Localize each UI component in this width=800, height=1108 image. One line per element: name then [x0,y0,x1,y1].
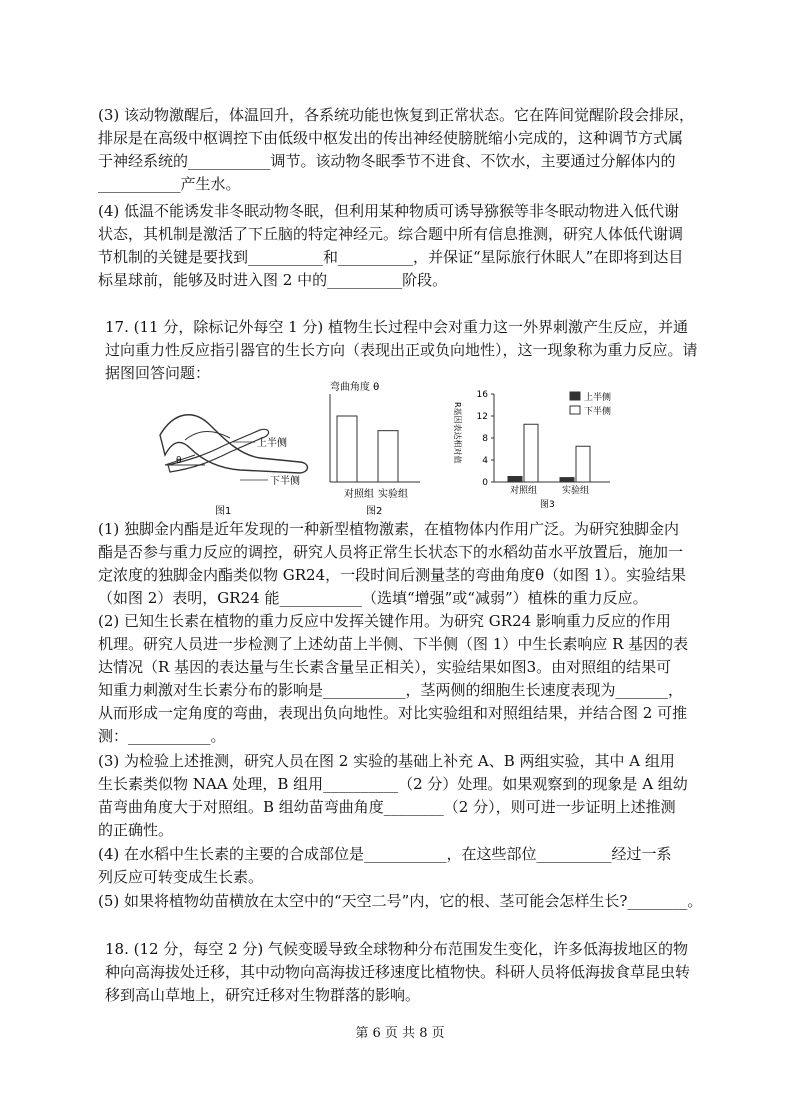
figure-3-caption: 图3 [540,500,555,510]
page-footer: 第 6 页 共 8 页 [355,1026,445,1041]
legend-upper-swatch [570,392,580,400]
upper-side-label: 上半侧 [257,438,287,449]
q17-part4: (4) 在水稻中生长素的主要的合成部位是___________，在这些部位__________经过一系 列反应可转变成生长素。 [98,845,672,886]
q17-part1: (1) 独脚金内酯是近年发现的一种新型植物激素，在植物体内作用广泛。为研究独脚金内 酯是否参与重力反应的调控，研究人员将正常生长状态下的水稻幼苗水平放置后，施加一 定浓度的独脚金内酯类似物 GR24，一段时间后测量茎的弯曲角度θ（如图 1）。实验结果 （如图 2）表明，GR24 能___________（选填“增强”或“减弱”）植株的重力反应。 [98,520,686,607]
q16-part4: (4) 低温不能诱发非冬眠动物冬眠，但利用某种物质可诱导猕猴等非冬眠动物进入低代谢 状态，其机制是激活了下丘脑的特定神经元。综合题中所有信息推测，研究人体低代谢调 节机制的关键是要找到__________和__________，并保证“星际旅行休眠人”在即将到达目 标星球前，能够及时进入图 2 中的__________阶段。 [98,202,684,289]
figure-1-caption: 图1 [215,506,232,517]
fig3-tick-label: 8 [482,434,488,444]
q16-part3: (3) 该动物激醒后，体温回升，各系统功能也恢复到正常状态。它在阵间觉醒阶段会排尿， 排尿是在高级中枢调控下由低级中枢发出的传出神经使膀胱缩小完成的，这种调节方式属 于神经系统的___________调节。该动物冬眠季节不进食、不饮水，主要通过分解体内的 ___________产生水。 [98,106,695,193]
legend-lower-label: 下半侧 [584,407,612,417]
fig3-bar-control-lower [524,424,538,482]
q17-part3: (3) 为检验上述推测，研究人员在图 2 实验的基础上补充 A、B 两组实验，其中 A 组用 生长素类似物 NAA 处理，B 组用__________（2 分）处理。如果观察到的现象是 A 组幼 苗弯曲角度大于对照组。B 组幼苗弯曲角度________（2 分），则可进一步证明上述推测 的正确性。 [98,752,688,839]
fig3-tick-label: 16 [476,390,488,400]
figure-2-caption: 图2 [366,506,383,517]
fig3-cat-control: 对照组 [510,486,538,496]
fig2-ylabel: 弯曲角度 θ [330,382,380,393]
figure-1 [160,415,308,517]
q17-intro: 17. (11 分，除标记外每空 1 分) 植物生长过程中会对重力这一外界刺激产生反应，并通 过向重力性反应指引器官的生长方向（表现出正或负向地性），这一现象称为重力反应。请 据图回答问题： [105,318,698,382]
fig3-tick-label: 0 [482,478,488,488]
lower-side-label: 下半侧 [270,476,300,487]
figures [0,380,800,520]
fig3-bar-experimental-lower [576,446,590,482]
fig3-tick-label: 12 [476,412,488,422]
theta-label: θ [176,456,182,466]
figure-3 [453,390,611,510]
q18-intro: 18. (12 分，每空 2 分) 气候变暖导致全球物种分布范围发生变化，许多低海拔地区的物 种向高海拔处迁移，其中动物向高海拔迁移速度比植物快。科研人员将低海拔食草昆虫转 移到高山草地上，研究迁移对生物群落的影响。 [105,940,691,1004]
fig2-cat-experimental: 实验组 [378,489,408,500]
legend-upper-label: 上半侧 [584,393,612,403]
fig3-tick-label: 4 [482,456,488,466]
fig2-cat-control: 对照组 [344,489,374,500]
fig2-bar-control [337,416,357,482]
legend-lower-swatch [570,406,580,414]
q17-part2: (2) 已知生长素在植物的重力反应中发挥关键作用。为研究 GR24 影响重力反应的作用 机理。研究人员进一步检测了上述幼苗上半侧、下半侧（图 1）中生长素响应 R 基因的表 达情况（R 基因的表达量与生长素含量呈正相关），实验结果如图3。由对照组的结果可 知重力刺激对生长素分布的影响是___________，茎两侧的细胞生长速度表现为_______， 从而形成一定角度的弯曲，表现出负向地性。对比实验组和对照组结果，并结合图 2 可推 测：___________。 [98,612,689,745]
fig2-bar-experimental [378,431,398,482]
q17-part5: (5) 如果将植物幼苗横放在太空中的“天空二号”内，它的根、茎可能会怎样生长?________。 [98,892,703,910]
figure-2 [330,380,420,517]
fig3-bar-experimental-upper [560,478,574,482]
fig3-bar-control-upper [508,477,522,483]
fig3-cat-experimental: 实验组 [562,486,590,496]
fig3-ylabel: R基因表达相对值 [453,402,462,464]
